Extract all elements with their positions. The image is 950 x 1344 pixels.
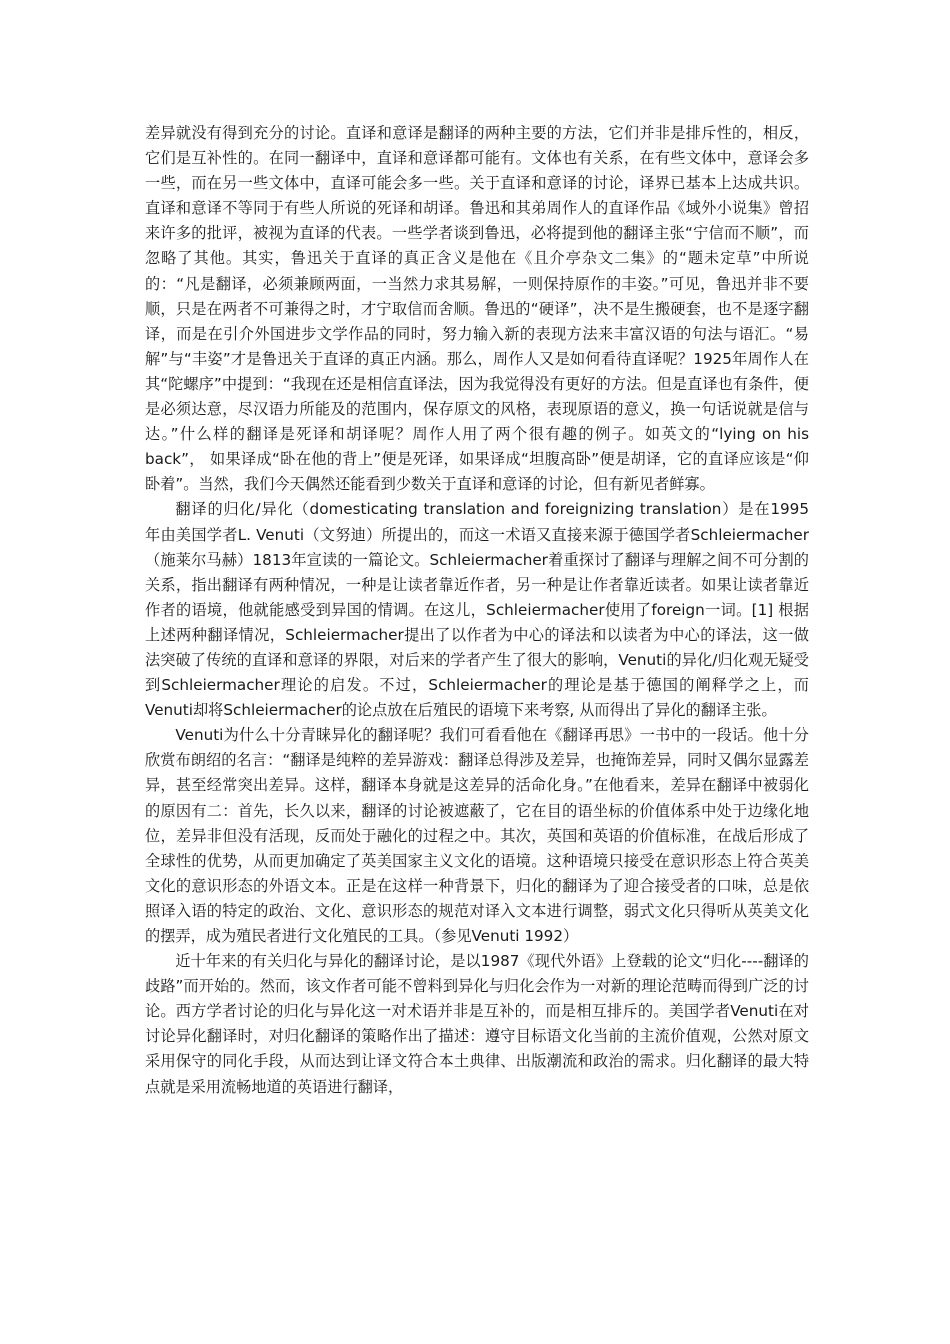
paragraph-4: 近十年来的有关归化与异化的翻译讨论，是以1987《现代外语》上登载的论文“归化----翻译的歧路”而开始的。然而，该文作者可能不曾料到异化与归化会作为一对新的理论范畴而得到广泛的讨论。西方学者讨论的归化与异化这一对术语并非是互补的，而是相互排斥的。美国学者Venuti在对讨论异化翻译时，对归化翻译的策略作出了描述：遵守目标语文化当前的主流价值观，公然对原文采用保守的同化手段，从而达到让译文符合本土典律、出版潮流和政治的需求。归化翻译的最大特点就是采用流畅地道的英语进行翻译， [145,952,809,1096]
paragraph-2: 翻译的归化/异化（domesticating translation and foreignizing translation）是在1995年由美国学者L. Venuti（文努迪）所提出的，而这一术语又直接来源于德国学者Schleiermacher （施莱尔马赫）1813年宣读的一篇论文。Schleiermacher着重探讨了翻译与理解之间不可分割的关系，指出翻译有两种情况，一种是让读者靠近作者，另一种是让作者靠近读者。如果让读者靠近作者的语境，他就能感受到异国的情调。在这儿，Schleiermacher使用了foreign一词。[1] 根据上述两种翻译情况，Schleiermacher提出了以作者为中心的译法和以读者为中心的译法，这一做法突破了传统的直译和意译的界限，对后来的学者产生了很大的影响，Venuti的异化/归化观无疑受到Schleiermacher理论的启发。不过，Schleiermacher的理论是基于德国的阐释学之上，而Venuti却将Schleiermacher的论点放在后殖民的语境下来考察, 从而得出了异化的翻译主张。 [145,500,809,720]
paragraph-3: Venuti为什么十分青睐异化的翻译呢？我们可看看他在《翻译再思》一书中的一段话。他十分欣赏布朗绍的名言：“翻译是纯粹的差异游戏：翻译总得涉及差异，也掩饰差异，同时又偶尔显露差异，甚至经常突出差异。这样，翻译本身就是这差异的活命化身。”在他看来，差异在翻译中被弱化的原因有二：首先，长久以来，翻译的讨论被遮蔽了，它在目的语坐标的价值体系中处于边缘化地位，差异非但没有活现，反而处于融化的过程之中。其次，英国和英语的价值标准，在战后形成了全球性的优势，从而更加确定了英美国家主义文化的语境。这种语境只接受在意识形态上符合英美文化的意识形态的外语文本。正是在这样一种背景下，归化的翻译为了迎合接受者的口味，总是依照译入语的特定的政治、文化、意识形态的规范对译入文本进行调整，弱式文化只得听从英美文化的摆弄，成为殖民者进行文化殖民的工具。（参见Venuti 1992） [145,726,809,945]
document-body [145,121,809,1100]
paragraph-1: 差异就没有得到充分的讨论。直译和意译是翻译的两种主要的方法，它们并非是排斥性的，相反，它们是互补性的。在同一翻译中，直译和意译都可能有。文体也有关系，在有些文体中，意译会多一些，而在另一些文体中，直译可能会多一些。关于直译和意译的讨论，译界已基本上达成共识。直译和意译不等同于有些人所说的死译和胡译。鲁迅和其弟周作人的直译作品《域外小说集》曾招来许多的批评，被视为直译的代表。一些学者谈到鲁迅，必将提到他的翻译主张“宁信而不顺”，而忽略了其他。其实，鲁迅关于直译的真正含义是他在《且介亭杂文二集》的“题未定草”中所说的：“凡是翻译，必须兼顾两面，一当然力求其易解，一则保持原作的丰姿。”可见，鲁迅并非不要顺，只是在两者不可兼得之时，才宁取信而舍顺。鲁迅的“硬译”，决不是生搬硬套，也不是逐字翻译，而是在引介外国进步文学作品的同时，努力输入新的表现方法来丰富汉语的句法与语汇。“易解”与“丰姿”才是鲁迅关于直译的真正内涵。那么，周作人又是如何看待直译呢？1925年周作人在其“陀螺序”中提到：“我现在还是相信直译法，因为我觉得没有更好的方法。但是直译也有条件，便是必须达意，尽汉语力所能及的范围内，保存原文的风格，表现原语的意义，换一句话说就是信与达。”什么样的翻译是死译和胡译呢？周作人用了两个很有趣的例子。如英文的“lying on his back”， 如果译成“卧在他的背上”便是死译，如果译成“坦腹高卧”便是胡译，它的直译应该是“仰卧着”。当然，我们今天偶然还能看到少数关于直译和意译的讨论，但有新见者鲜寡。 [145,124,809,494]
